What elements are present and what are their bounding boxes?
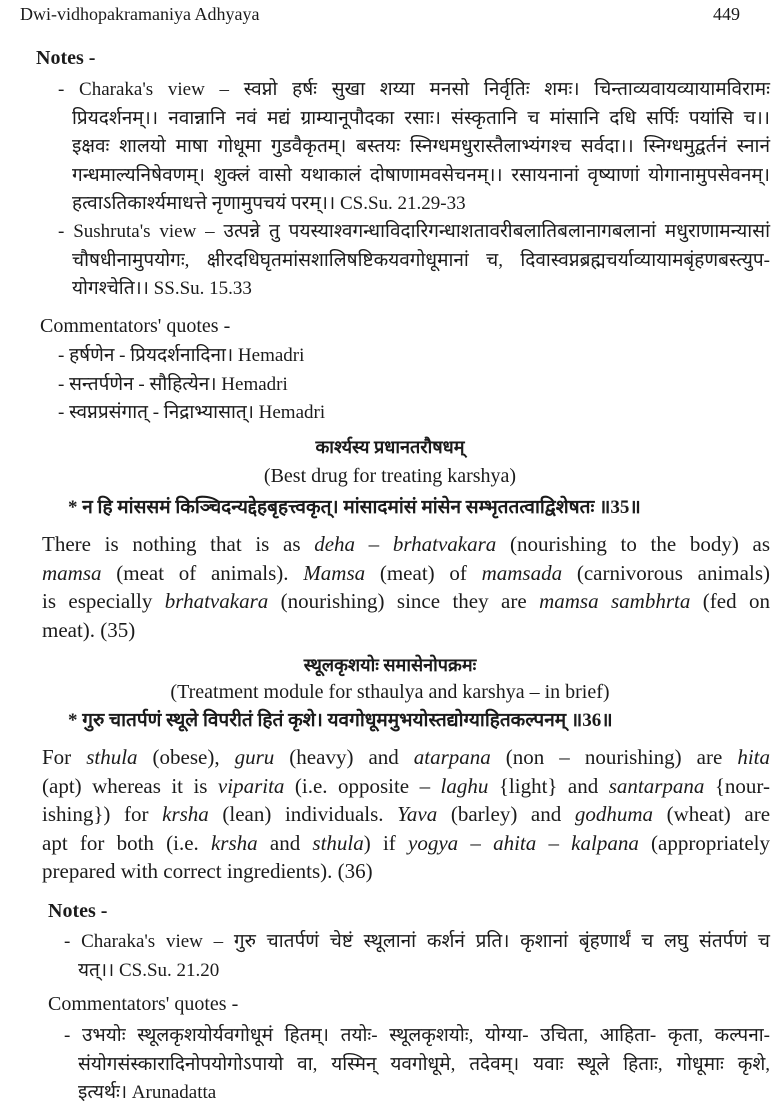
commentators-label: Commentators' quotes -	[40, 315, 231, 337]
text-segment: (nourishing to the body) as	[496, 532, 770, 556]
text-segment: (nourishing) since they are	[268, 589, 540, 613]
text-line: - Sushruta's view – उत्पन्ने तु पयस्याश्वगन्धाविदारिगन्धाशतावरीबलातिबलानागबलानां मधुराणामन्यासां	[58, 221, 770, 242]
section-subtitle-35: (Best drug for treating karshya)	[263, 465, 517, 487]
text-line: यत्।। CS.Su. 21.20	[78, 959, 220, 981]
text-segment: (wheat) are	[653, 802, 771, 826]
italic-term: mamsa	[42, 560, 102, 585]
verse-36: * गुरु चातर्पणं स्थूले विपरीतं हितं कृशे। यवगोधूममुभयोस्तद्योग्याहितकल्पनम् ॥36॥	[68, 710, 613, 731]
italic-term: atarpana	[413, 745, 491, 769]
section-subtitle-36: (Treatment module for sthaulya and karshya – in brief)	[170, 681, 610, 703]
text-line	[42, 616, 770, 645]
text-segment: (barley) and	[437, 802, 575, 826]
notes-label-2: Notes -	[48, 900, 108, 922]
text-line: - हर्षणेन - प्रियदर्शनादिना। Hemadri	[58, 345, 305, 366]
text-line: इक्षवः शालयो माषा गोधूमा गुडवैकृतम्। बस्तयः स्निग्धमधुरास्तैलाभ्यंगश्च सर्वदा।। स्निग्धमुद्वर्तनं स्नानं	[72, 136, 770, 157]
text-line: इत्यर्थः। Arunadatta	[78, 1082, 217, 1103]
text-line	[42, 743, 770, 772]
commentators-quote-arunadatta	[64, 1022, 770, 1108]
text-segment: (i.e. opposite –	[284, 773, 441, 798]
text-segment: {nour-	[704, 773, 771, 798]
italic-term: yogya – ahita – kalpana	[408, 830, 639, 855]
text-line	[42, 587, 770, 616]
text-segment: ishing}) for	[42, 802, 163, 826]
italic-term: mamsa sambhrta	[539, 589, 691, 613]
italic-term: krsha	[162, 802, 209, 826]
notes-label: Notes -	[36, 47, 96, 69]
text-segment: (lean) individuals.	[208, 802, 398, 826]
translation-35	[42, 530, 770, 644]
verse-35: * न हि मांससमं किञ्चिदन्यद्देहबृहत्त्वकृत्। मांसादमांसं मांसेन सम्भृततत्वाद्विशेषतः ॥35॥	[68, 497, 641, 518]
italic-term: brhatvakara	[164, 589, 269, 613]
text-line	[42, 800, 770, 829]
section-heading-35: कार्श्यस्य प्रधानतरौषधम्	[315, 437, 465, 457]
italic-term: godhuma	[574, 802, 654, 826]
text-segment: is especially	[42, 589, 165, 613]
text-line: - Charaka's view – गुरु चातर्पणं चेष्टं स्थूलानां कर्शनं प्रति। कृशानां बृंहणार्थं च लघु संतर्पणं च	[64, 931, 770, 952]
charaka-view-note-2	[64, 928, 770, 985]
text-line: - Charaka's view – स्वप्नो हर्षः सुखा शय्या मनसो निर्वृतिः शमः। चिन्ताव्यवायव्यायामविरामः	[58, 79, 770, 100]
text-line: संयोगसंस्कारादिनोपयोगोऽपायो वा, यस्मिन् यवगोधूमे, तदेवम्। यवाः स्थूले हिताः, गोधूमाः कृशे,	[78, 1053, 770, 1075]
page-number: 449	[713, 4, 740, 24]
text-line: - सन्तर्पणेन - सौहित्येन। Hemadri	[58, 373, 288, 395]
translation-36	[42, 743, 770, 886]
text-segment: (carnivorous animals)	[562, 560, 770, 585]
text-segment: (heavy) and	[274, 745, 414, 769]
italic-term: santarpana	[608, 773, 705, 798]
running-title: Dwi-vidhopakramaniya Adhyaya	[20, 4, 260, 24]
text-segment: meat). (35)	[42, 617, 136, 642]
text-segment: (meat of animals).	[101, 560, 304, 585]
text-segment: apt for both (i.e.	[42, 830, 211, 855]
text-segment: (non – nourishing) are	[490, 745, 738, 769]
sushruta-view-note	[58, 218, 770, 304]
italic-term: mamsada	[481, 560, 563, 585]
text-line	[42, 829, 770, 858]
italic-term: hita	[737, 745, 770, 769]
italic-term: guru	[234, 745, 275, 769]
commentators-label-2: Commentators' quotes -	[48, 993, 239, 1015]
text-segment: {light} and	[488, 773, 609, 798]
text-segment: (fed on	[690, 589, 770, 613]
italic-term: laghu	[440, 773, 489, 798]
text-line	[42, 772, 770, 801]
italic-term: sthula	[86, 745, 138, 769]
italic-term: Mamsa	[303, 560, 366, 585]
italic-term: sthula	[312, 830, 364, 855]
text-line: योगश्चेति।। SS.Su. 15.33	[72, 278, 252, 299]
text-segment: prepared with correct ingredients). (36)	[42, 859, 373, 883]
italic-term: deha – brhatvakara	[314, 532, 497, 556]
charaka-view-note	[58, 76, 770, 219]
text-line: प्रियदर्शनम्।। नवान्नानि नवं मद्यं ग्राम्यानूपौदका रसाः। संस्कृतानि च मांसानि दधि सर्पिः पयांसि च।।	[72, 107, 770, 129]
section-heading-36: स्थूलकृशयोः समासेनोपक्रमः	[303, 655, 477, 675]
text-line	[42, 530, 770, 559]
italic-term: Yava	[397, 802, 438, 826]
italic-term: krsha	[210, 830, 258, 855]
text-segment: ) if	[363, 830, 408, 855]
text-line: - स्वप्नप्रसंगात् - निद्राभ्यासात्। Hemadri	[58, 402, 326, 423]
text-segment: (appropriately	[638, 830, 770, 855]
text-segment: (apt) whereas it is	[42, 773, 218, 798]
text-line	[42, 857, 770, 886]
text-line	[42, 559, 770, 588]
text-segment: (obese),	[137, 745, 235, 769]
text-line: हत्वाऽतिकार्श्यमाधत्ते नृणामुपचयं परम्।। CS.Su. 21.29-33	[72, 193, 466, 214]
text-segment: and	[257, 830, 313, 855]
text-line: गन्धमाल्यनिषेवणम्। शुक्लं वासो यथाकालं दोषाणामवसेचनम्।। रसायनानां वृष्याणां योगानामुपसेवनम्।	[72, 164, 770, 186]
text-line: चौषधीनामुपयोगः, क्षीरदधिघृतमांसशालिषष्टिकयवगोधूमानां च, दिवास्वप्नब्रह्मचर्याव्यायामबृंहणबस्त्युप-	[72, 249, 770, 271]
text-segment: There is nothing that is as	[42, 532, 315, 556]
running-header	[20, 4, 740, 25]
text-segment: (meat) of	[365, 560, 482, 585]
commentators-quotes-list	[58, 342, 770, 428]
text-segment: For	[42, 745, 87, 769]
text-line: - उभयोः स्थूलकृशयोर्यवगोधूमं हितम्। तयोः- स्थूलकृशयोः, योग्या- उचिता, आहिता- कृता, कल्पना-	[64, 1025, 770, 1046]
italic-term: viparita	[217, 773, 285, 798]
